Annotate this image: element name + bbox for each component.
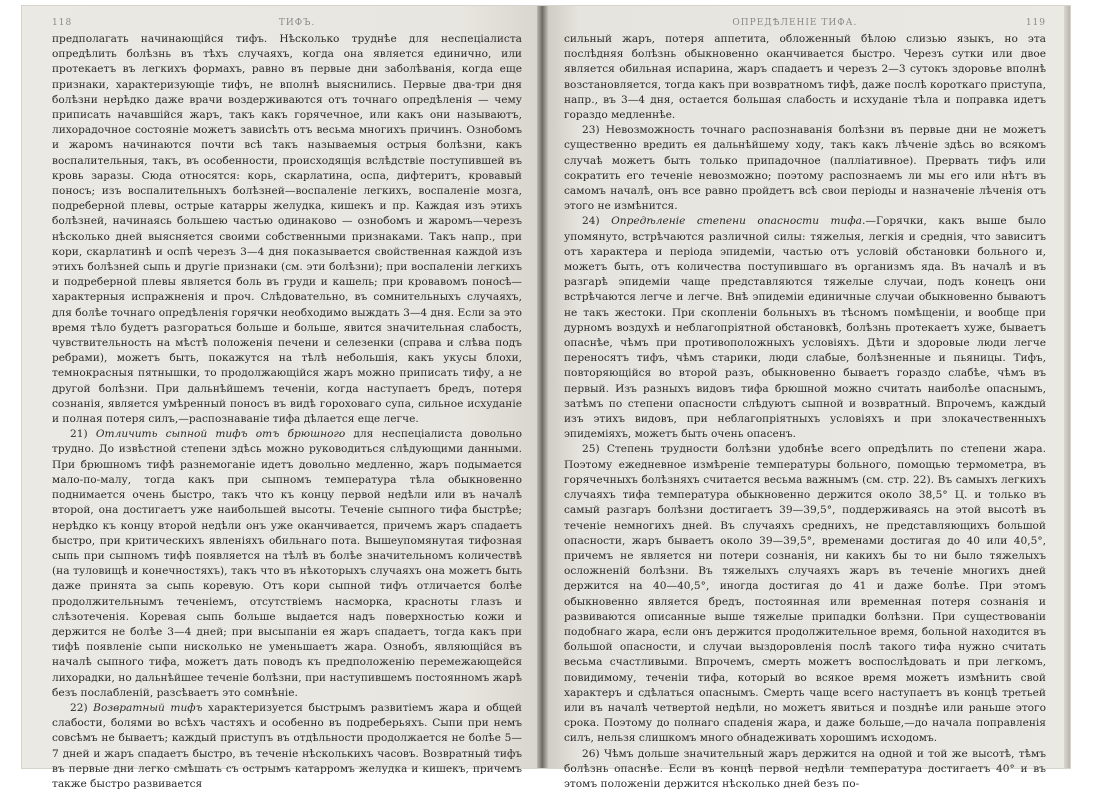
paragraph-22: 22) Возвратный тифъ характеризуется быстрымъ развитіемъ жара и общей слабости, болями во всѣхъ частяхъ и особенно въ подреберьяхъ. Сыпи при немъ совсѣмъ не бываетъ; каждый приступъ въ отдѣльности продолжается не болѣе 5—7 дней и жаръ спадаетъ быстро, въ теченіе нѣсколькихъ часовъ. Возвратный тифъ въ первые дни легко смѣшать съ острымъ катарромъ желудка и кишекъ, причемъ также быстро развивается xyxy=(52,701,522,790)
paragraph: предполагать начинающійся тифъ. Нѣсколько труднѣе для неспеціалиста опредѣлить болѣзнь въ тѣхъ случаяхъ, когда она является единично, или протекаетъ въ легкихъ формахъ, равно въ первые дни заболѣванія, когда еще признаки, характеризующіе тифъ, не вполнѣ выяснились. Первые два-три дня болѣзни нерѣдко даже врачи воздерживаются отъ точнаго опредѣленія — чему приписать начавшійся жаръ, такъ какъ горячечное, или какъ они называютъ, лихорадочное состояніе можетъ зависѣть отъ весьма многихъ причинъ. Ознобомъ и жаромъ начинаются почти всѣ такъ называемыя острыя болѣзни, какъ воспалительныя, такъ, въ особенности, происходящія вслѣдствіе поступившей въ кровь заразы. Сюда относятся: корь, скарлатина, оспа, дифтеритъ, кровавый поносъ; изъ воспалительныхъ болѣзней—воспаленіе легкихъ, воспаленіе мозга, подреберной плевы, острые катарры желудка, кишекъ и пр. Каждая изъ этихъ болѣзней, начинаясь большею частью одинаково — ознобомъ и жаромъ—черезъ нѣсколько дней выясняется своими собственными признаками. Такъ напр., при кори, скарлатинѣ и оспѣ черезъ 3—4 дня показывается свойственная каждой изъ этихъ болѣзней сыпь и другіе признаки (см. эти болѣзни); при воспаленіи легкихъ и подреберной плевы является боль въ груди и кашель; при кровавомъ поносѣ—характерныя испражненія и проч. Слѣдовательно, въ сомнительныхъ случаяхъ, для болѣе точнаго опредѣленія горячки необходимо выждать 3—4 дня. Если за это время тѣло будетъ разгораться больше и больше, явится значительная слабость, чувствительность на мѣстѣ положенія печени и селезенки (справа и слѣва подъ ребрами), можетъ быть, покажутся на тѣлѣ небольшія, какъ укусы блохи, темнокрасныя пятнышки, то продолжающійся жаръ можно приписать тифу, а не другой болѣзни. При дальнѣйшемъ теченіи, когда наступаетъ бредъ, потеря сознанія, является умѣренный поносъ въ видѣ гороховаго супа, сильное исхуданіе и полная потеря силъ,—распознаваніе тифа дѣлается еще легче. xyxy=(52,33,522,426)
page-edge xyxy=(1064,6,1070,768)
right-running-title: ОПРЕДѢЛЕНІЕ ТИФА. xyxy=(732,18,858,28)
paragraph: сильный жаръ, потеря аппетита, обложенный бѣлою слизью языкъ, но эта послѣдняя болѣзнь обыкновенно оканчивается быстро. Черезъ сутки или двое является обильная испарина, жаръ спадаетъ и черезъ 2—3 сутокъ здоровье вполнѣ возстановляется, тогда какъ при возвратномъ тифѣ, даже послѣ короткаго приступа, напр., въ 3—4 дня, остается большая слабость и исхуданіе тѣла и поправка идетъ гораздо медленнѣе. xyxy=(564,33,1046,122)
paragraph-24: 24) Опредѣленіе степени опасности тифа.—Горячки, какъ выше было упомянуто, встрѣчаются различной силы: тяжелыя, легкія и среднія, что зависитъ отъ характера и періода эпидеміи, частью отъ условій обстановки больного и, можетъ быть, отъ количества поступившаго въ организмъ яда. Въ началѣ и въ разгарѣ эпидеміи чаще представляются тяжелые случаи, подъ конецъ они встрѣчаются легче и легче. Внѣ эпидеміи единичные случаи обыкновенно бываютъ не такъ жестоки. При скопленіи больныхъ въ тѣсномъ помѣщеніи, и вообще при дурномъ воздухѣ и неблагопріятной обстановкѣ, болѣзнь протекаетъ хуже, бываетъ опаснѣе, чѣмъ при противоположныхъ условіяхъ. Дѣти и здоровые люди легче переносятъ тифъ, чѣмъ старики, люди слабые, болѣзненные и пьяницы. Тифъ, повторяющійся во второй разъ, обыкновенно бываетъ гораздо слабѣе, чѣмъ въ первый. Изъ разныхъ видовъ тифа брюшной можно считать наиболѣе опаснымъ, затѣмъ по степени опасности слѣдуютъ сыпной и возвратный. Впрочемъ, каждый изъ этихъ видовъ, при неблагопріятныхъ условіяхъ и при злокачественныхъ эпидеміяхъ, можетъ быть очень опасенъ. xyxy=(564,215,1046,441)
left-page xyxy=(22,6,540,790)
left-page-text xyxy=(52,32,522,792)
left-running-title: ТИФЪ. xyxy=(278,18,316,28)
right-page-text xyxy=(564,32,1046,792)
book-spread xyxy=(22,6,1070,790)
left-running-head xyxy=(52,18,522,28)
paragraph-21: 21) Отличить сыпной тифъ отъ брюшного для неспеціалиста довольно трудно. До извѣстной степени здѣсь можно руководиться слѣдующими данными. При брюшномъ тифѣ разнемоганіе идетъ довольно медленно, жаръ подымается мало-по-малу, тогда какъ при сыпномъ температура тѣла обыкновенно поднимается очень быстро, такъ что къ концу первой недѣли или въ началѣ второй, она достигаетъ уже наибольшей высоты. Теченіе сыпного тифа быстрѣе; нерѣдко къ концу второй недѣли онъ уже оканчивается, причемъ жаръ спадаетъ быстро, при критическихъ явленіяхъ обильнаго пота. Вышеупомянутая тифозная сыпь при сыпномъ тифѣ появляется на тѣлѣ въ болѣе значительномъ количествѣ (на туловищѣ и конечностяхъ), такъ что въ нѣкоторыхъ случаяхъ она можетъ быть даже принята за сыпь коревую. Отъ кори сыпной тифъ отличается болѣе продолжительнымъ теченіемъ, отсутствіемъ насморка, красноты глазъ и слѣзотеченія. Коревая сыпь больше выдается надъ поверхностью кожи и держится не болѣе 3—4 дней; при высыпаніи ея жаръ спадаетъ, тогда какъ при тифѣ появленіе сыпи нисколько не уменьшаетъ жара. Ознобъ, являющійся въ началѣ сыпного тифа, можетъ дать поводъ къ предположенію перемежающейся лихорадки, но дальнѣйшее теченіе болѣзни, при наступившемъ постоянномъ жарѣ безъ послабленій, разсѣваетъ это сомнѣніе. xyxy=(52,428,522,699)
left-page-number: 118 xyxy=(52,18,73,28)
right-page xyxy=(548,6,1070,790)
paragraph-26: 26) Чѣмъ дольше значительный жаръ держится на одной и той же высотѣ, тѣмъ болѣзнь опаснѣе. Если въ концѣ первой недѣли температура достигаетъ 40° и въ этомъ положеніи держится нѣсколько дней безъ по- xyxy=(564,747,1046,790)
right-running-head xyxy=(564,18,1046,28)
right-page-number: 119 xyxy=(1025,18,1046,28)
paragraph-23: 23) Невозможность точнаго распознаванія болѣзни въ первые дни не можетъ существенно вредить ея дальнѣйшему ходу, такъ какъ лѣченіе здѣсь во всякомъ случаѣ можетъ быть только припадочное (паллiативное). Прервать тифъ или сократить его теченіе невозможно; поэтому распознаемъ ли мы его или нѣтъ въ самомъ началѣ, онъ все равно пройдетъ всѣ свои періоды и назначеніе лѣченія отъ этого не измѣнится. xyxy=(564,124,1046,213)
paragraph-25: 25) Степень трудности болѣзни удобнѣе всего опредѣлить по степени жара. Поэтому ежедневное измѣреніе температуры больного, помощью термометра, въ горячечныхъ болѣзняхъ считается весьма важнымъ (см. стр. 22). Въ самыхъ легкихъ случаяхъ тифа температура обыкновенно держится около 38,5° Ц. и только въ самый разгаръ болѣзни достигаетъ 39—39,5°, поддерживаясь на этой высотѣ въ теченіе немногихъ дней. Въ случаяхъ среднихъ, не представляющихъ большой опасности, жаръ бываетъ около 39—39,5°, временами достигая до 40 или 40,5°, причемъ не является ни потери сознанія, ни какихъ бы то ни было тяжелыхъ осложненій болѣзни. Въ тяжелыхъ случаяхъ жаръ въ теченіе многихъ дней держится на 40—40,5°, иногда достигая до 41 и даже болѣе. При этомъ обыкновенно является бредъ, постоянная или временная потеря сознанія и развиваются описанные выше тяжелые припадки болѣзни. При существованіи подобнаго жара, если онъ держится продолжительное время, больной находится въ большой опасности, и случаи выздоровленія послѣ такого тифа нужно считать весьма счастливыми. Впрочемъ, смерть можетъ воспослѣдовать и при легкомъ, повидимому, теченіи тифа, который во всякое время можетъ измѣнить свой характеръ и сдѣлаться опаснымъ. Смерть чаще всего наступаетъ въ концѣ третьей или въ началѣ четвертой недѣли, но можетъ явиться и позднѣе или раньше этого срока. Поэтому до полнаго спаденія жара, и даже больше,—до начала поправленія силъ, нельзя слишкомъ много обнадеживать хорошимъ исходомъ. xyxy=(564,443,1046,745)
